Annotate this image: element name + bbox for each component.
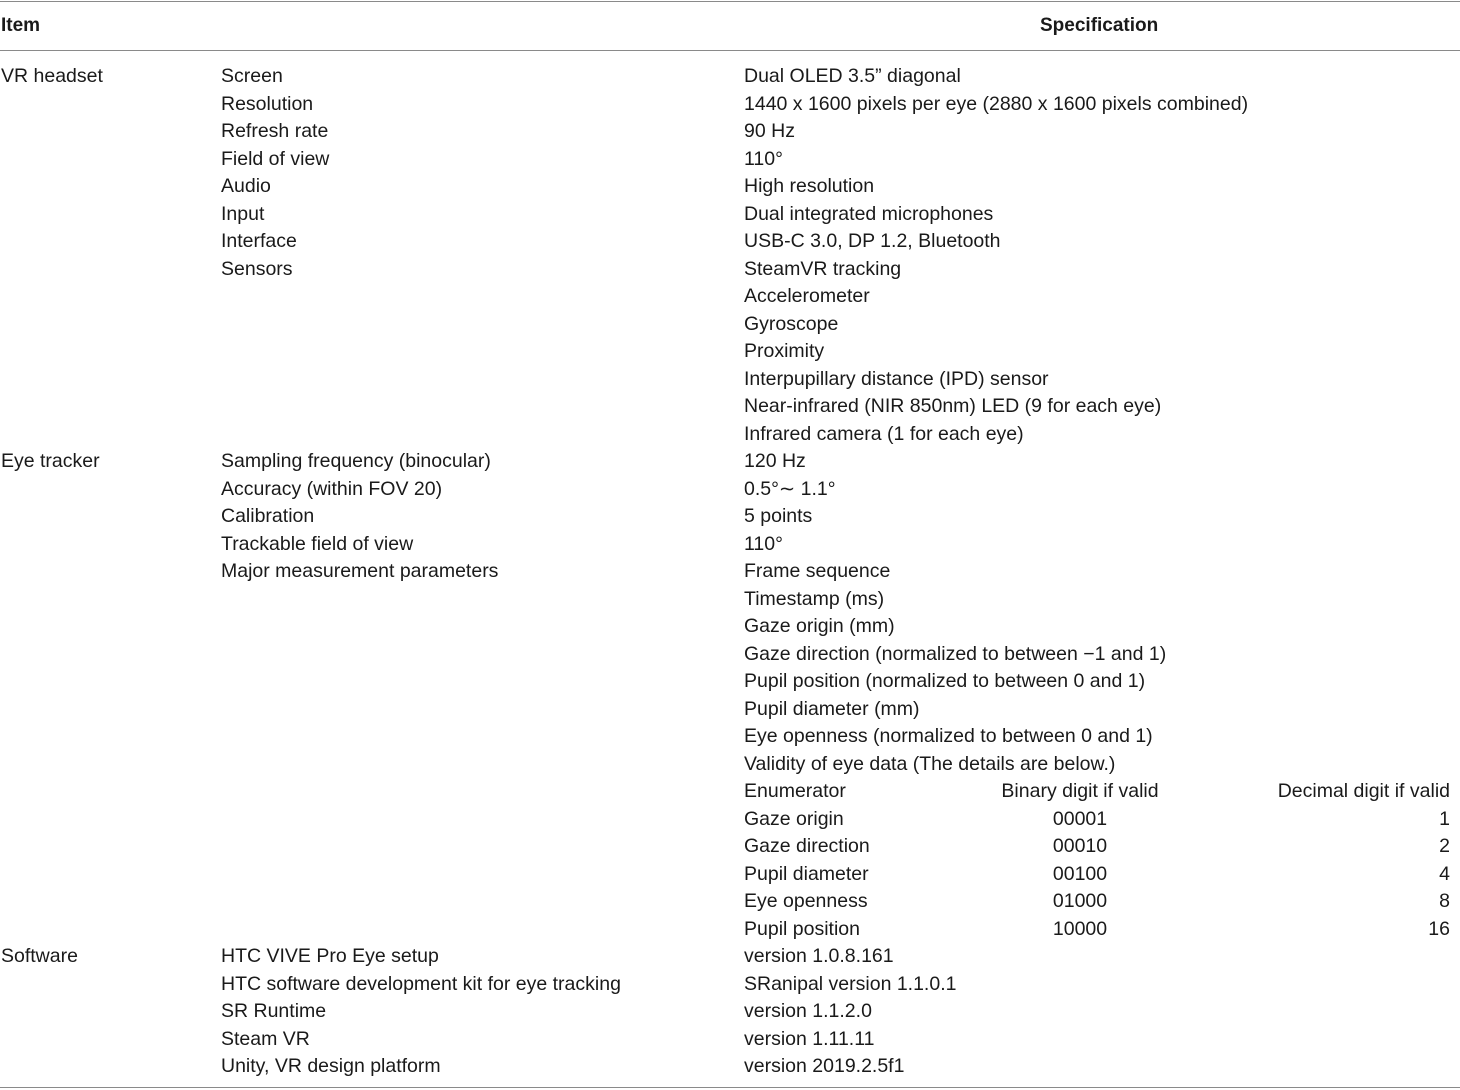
specification-cell: SRanipal version 1.1.0.1 — [744, 972, 957, 995]
specification-cell: Infrared camera (1 for each eye) — [744, 422, 1024, 445]
table-row — [0, 283, 1460, 311]
specification-cell: 110° — [744, 532, 783, 555]
parameter-cell: Sampling frequency (binocular) — [221, 450, 491, 472]
table-row — [0, 668, 1460, 696]
specification-cell: Timestamp (ms) — [744, 587, 885, 610]
table-body — [0, 63, 1460, 1081]
parameter-cell: Sensors — [221, 257, 293, 280]
validity-row — [0, 916, 1460, 944]
specification-cell: Frame sequence — [744, 560, 891, 582]
header-item: Item — [1, 15, 41, 36]
table-header-rule — [0, 50, 1460, 51]
validity-enumerator-cell: Eye openness — [744, 890, 868, 912]
category-cell: Software — [1, 945, 78, 967]
table-row — [0, 1026, 1460, 1054]
parameter-cell: Refresh rate — [221, 120, 329, 142]
table-row — [0, 531, 1460, 559]
table-row — [0, 943, 1460, 971]
table-row — [0, 173, 1460, 201]
validity-enumerator-cell: Pupil position — [744, 917, 860, 940]
specification-cell: Proximity — [744, 340, 825, 362]
table-row — [0, 476, 1460, 504]
table-row — [0, 118, 1460, 146]
validity-binary-cell: 00010 — [1052, 835, 1108, 857]
validity-binary-cell: 10000 — [1052, 917, 1108, 940]
parameter-cell: Accuracy (within FOV 20) — [221, 477, 443, 500]
specification-cell: 120 Hz — [744, 450, 806, 472]
parameter-cell: Audio — [221, 175, 271, 197]
table-row — [0, 146, 1460, 174]
header-specification: Specification — [1040, 15, 1159, 36]
table-row — [0, 256, 1460, 284]
parameter-cell: Unity, VR design platform — [221, 1055, 441, 1077]
validity-binary-cell: 00100 — [1052, 862, 1108, 885]
table-row — [0, 696, 1460, 724]
table-row — [0, 201, 1460, 229]
specification-cell: Dual OLED 3.5” diagonal — [744, 65, 961, 87]
table-row — [0, 366, 1460, 394]
table-row — [0, 448, 1460, 476]
specification-cell: version 2019.2.5f1 — [744, 1055, 905, 1077]
specification-cell: Pupil diameter (mm) — [744, 697, 920, 720]
validity-row — [0, 806, 1460, 834]
specification-cell: Eye openness (normalized to between 0 and 1) — [744, 725, 1153, 747]
table-row — [0, 971, 1460, 999]
validity-header-enumerator: Enumerator — [744, 780, 846, 802]
validity-row — [0, 861, 1460, 889]
validity-enumerator-cell: Gaze direction — [744, 835, 870, 857]
validity-row — [0, 888, 1460, 916]
table-bottom-rule — [0, 1087, 1460, 1088]
validity-decimal-cell: 1 — [1439, 807, 1450, 830]
validity-binary-cell: 01000 — [1052, 890, 1108, 912]
parameter-cell: SR Runtime — [221, 1000, 327, 1022]
specification-cell: Accelerometer — [744, 285, 870, 307]
parameter-cell: HTC VIVE Pro Eye setup — [221, 945, 439, 967]
parameter-cell: HTC software development kit for eye tracking — [221, 972, 621, 995]
validity-header-row — [0, 778, 1460, 806]
parameter-cell: Screen — [221, 65, 283, 87]
specification-cell: Dual integrated microphones — [744, 202, 994, 225]
parameter-cell: Major measurement parameters — [221, 560, 499, 582]
table-row — [0, 723, 1460, 751]
specification-cell: Gyroscope — [744, 312, 839, 335]
validity-row — [0, 833, 1460, 861]
table-row — [0, 751, 1460, 779]
specification-cell: Near-infrared (NIR 850nm) LED (9 for each eye) — [744, 395, 1162, 417]
specification-cell: 110° — [744, 147, 783, 170]
specification-cell: Pupil position (normalized to between 0 and 1) — [744, 670, 1146, 692]
validity-header-decimal: Decimal digit if valid — [1277, 780, 1450, 802]
specification-cell: 5 points — [744, 505, 813, 527]
table-row — [0, 558, 1460, 586]
parameter-cell: Input — [221, 202, 265, 225]
specification-cell: 0.5°∼ 1.1° — [744, 477, 836, 500]
specification-cell: version 1.1.2.0 — [744, 1000, 872, 1022]
table-row — [0, 641, 1460, 669]
parameter-cell: Trackable field of view — [221, 532, 414, 555]
table-row — [0, 1053, 1460, 1081]
specification-cell: Gaze direction (normalized to between −1 and 1) — [744, 642, 1167, 665]
table-row — [0, 338, 1460, 366]
validity-binary-cell: 00001 — [1052, 807, 1108, 830]
category-cell: VR headset — [1, 65, 103, 87]
table-row — [0, 63, 1460, 91]
specification-cell: USB-C 3.0, DP 1.2, Bluetooth — [744, 230, 1001, 252]
specification-cell: version 1.0.8.161 — [744, 945, 894, 967]
table-row — [0, 421, 1460, 449]
table-top-rule — [0, 1, 1460, 2]
validity-decimal-cell: 8 — [1439, 890, 1450, 912]
table-row — [0, 91, 1460, 119]
validity-decimal-cell: 2 — [1439, 835, 1450, 857]
parameter-cell: Resolution — [221, 92, 314, 115]
table-row — [0, 503, 1460, 531]
specification-cell: 90 Hz — [744, 120, 795, 142]
specification-cell: High resolution — [744, 175, 875, 197]
validity-header-binary: Binary digit if valid — [1001, 780, 1159, 802]
parameter-cell: Calibration — [221, 505, 315, 527]
table-row — [0, 586, 1460, 614]
specification-cell: Validity of eye data (The details are below.) — [744, 752, 1116, 775]
parameter-cell: Field of view — [221, 147, 330, 170]
validity-enumerator-cell: Pupil diameter — [744, 862, 869, 885]
specification-cell: Interpupillary distance (IPD) sensor — [744, 367, 1049, 390]
specification-cell: Gaze origin (mm) — [744, 615, 895, 637]
table-row — [0, 311, 1460, 339]
table-row — [0, 998, 1460, 1026]
table-row — [0, 228, 1460, 256]
category-cell: Eye tracker — [1, 450, 100, 472]
validity-decimal-cell: 4 — [1439, 862, 1450, 885]
table-row — [0, 613, 1460, 641]
validity-decimal-cell: 16 — [1428, 917, 1450, 940]
specification-cell: 1440 x 1600 pixels per eye (2880 x 1600 pixels combined) — [744, 92, 1249, 115]
parameter-cell: Interface — [221, 230, 297, 252]
table-row — [0, 393, 1460, 421]
parameter-cell: Steam VR — [221, 1027, 310, 1050]
validity-enumerator-cell: Gaze origin — [744, 807, 844, 830]
specification-cell: SteamVR tracking — [744, 257, 902, 280]
specification-cell: version 1.11.11 — [744, 1027, 875, 1050]
